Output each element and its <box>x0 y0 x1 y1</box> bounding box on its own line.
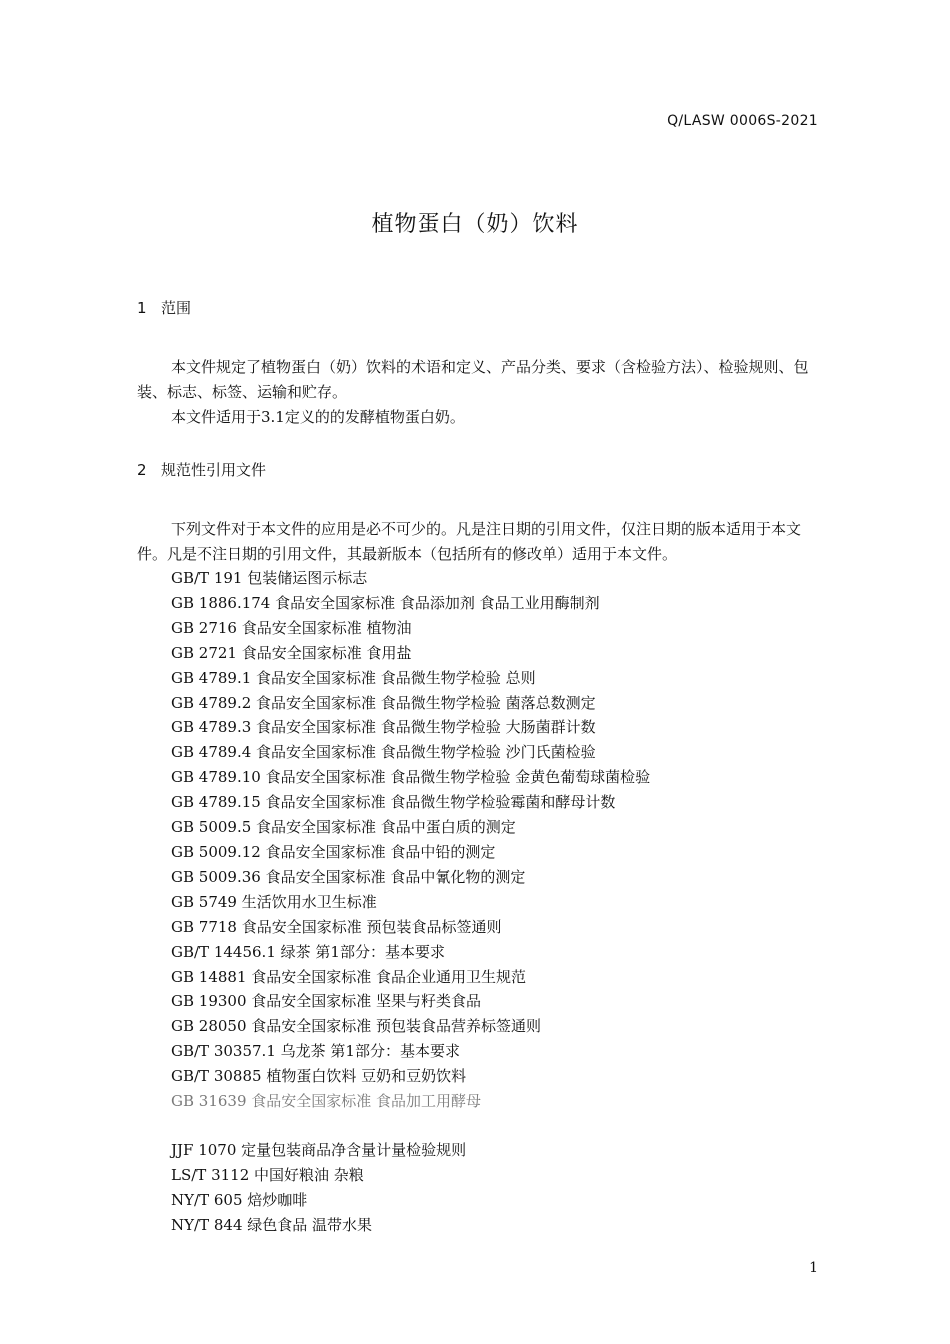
reference-item: GB 5009.5 食品安全国家标准 食品中蛋白质的测定 <box>171 818 516 837</box>
reference-item: NY/T 844 绿色食品 温带水果 <box>171 1215 373 1234</box>
reference-item: GB 5749 生活饮用水卫生标准 <box>171 892 377 911</box>
document-code: Q/LASW 0006S-2021 <box>667 113 818 129</box>
reference-item: GB 7718 食品安全国家标准 预包装食品标签通则 <box>171 917 502 936</box>
reference-item: GB 4789.4 食品安全国家标准 食品微生物学检验 沙门氏菌检验 <box>171 743 596 762</box>
document-title: 植物蛋白（奶）饮料 <box>371 212 579 237</box>
reference-item: JJF 1070 定量包装商品净含量计量检验规则 <box>171 1141 467 1159</box>
section-1-number: 1 <box>137 299 147 317</box>
reference-item: GB/T 191 包装储运图示标志 <box>171 569 368 587</box>
section-1-body <box>137 355 821 430</box>
section-1-title: 范围 <box>161 299 192 317</box>
reference-item: NY/T 605 焙炒咖啡 <box>171 1190 308 1209</box>
reference-item: GB/T 30885 植物蛋白饮料 豆奶和豆奶饮料 <box>171 1067 467 1086</box>
section-2-intro <box>137 517 821 567</box>
reference-item: GB/T 14456.1 绿茶 第1部分：基本要求 <box>171 942 445 961</box>
reference-item: GB 19300 食品安全国家标准 坚果与籽类食品 <box>171 992 482 1011</box>
reference-item: GB 4789.3 食品安全国家标准 食品微生物学检验 大肠菌群计数 <box>171 718 596 737</box>
reference-list-continued <box>171 1138 466 1238</box>
reference-item: GB 4789.1 食品安全国家标准 食品微生物学检验 总则 <box>171 668 536 687</box>
reference-item: GB 28050 食品安全国家标准 预包装食品营养标签通则 <box>171 1017 542 1036</box>
reference-item: GB 5009.12 食品安全国家标准 食品中铅的测定 <box>171 842 496 861</box>
section-2-title: 规范性引用文件 <box>161 461 267 479</box>
section-2-heading <box>137 459 266 480</box>
reference-item: LS/T 3112 中国好粮油 杂粮 <box>171 1165 364 1184</box>
page-number: 1 <box>809 1260 818 1276</box>
reference-item: GB 2716 食品安全国家标准 植物油 <box>171 618 412 637</box>
reference-item: GB 2721 食品安全国家标准 食用盐 <box>171 643 412 662</box>
reference-item: GB 14881 食品安全国家标准 食品企业通用卫生规范 <box>171 967 527 986</box>
reference-item: GB 4789.10 食品安全国家标准 食品微生物学检验 金黄色葡萄球菌检验 <box>171 768 651 787</box>
section-2-number: 2 <box>137 461 147 479</box>
reference-item: GB/T 30357.1 乌龙茶 第1部分：基本要求 <box>171 1042 460 1061</box>
reference-item: GB 4789.15 食品安全国家标准 食品微生物学检验霉菌和酵母计数 <box>171 793 616 812</box>
section-1-paragraph: 本文件规定了植物蛋白（奶）饮料的术语和定义、产品分类、要求（含检验方法）、检验规则、包装、标志、标签、运输和贮存。 <box>137 358 809 401</box>
reference-item: GB 1886.174 食品安全国家标准 食品添加剂 食品工业用酶制剂 <box>171 593 600 612</box>
reference-list <box>171 566 650 1114</box>
section-1-paragraph: 本文件适用于3.1定义的的发酵植物蛋白奶。 <box>171 408 465 426</box>
section-1-heading <box>137 297 191 318</box>
reference-item: GB 4789.2 食品安全国家标准 食品微生物学检验 菌落总数测定 <box>171 693 596 712</box>
section-2-intro-paragraph: 下列文件对于本文件的应用是必不可少的。凡是注日期的引用文件，仅注日期的版本适用于本文件。凡是不注日期的引用文件，其最新版本（包括所有的修改单）适用于本文件。 <box>137 520 802 563</box>
reference-item: GB 5009.36 食品安全国家标准 食品中氰化物的测定 <box>171 867 526 886</box>
reference-item: GB 31639 食品安全国家标准 食品加工用酵母 <box>171 1092 482 1111</box>
